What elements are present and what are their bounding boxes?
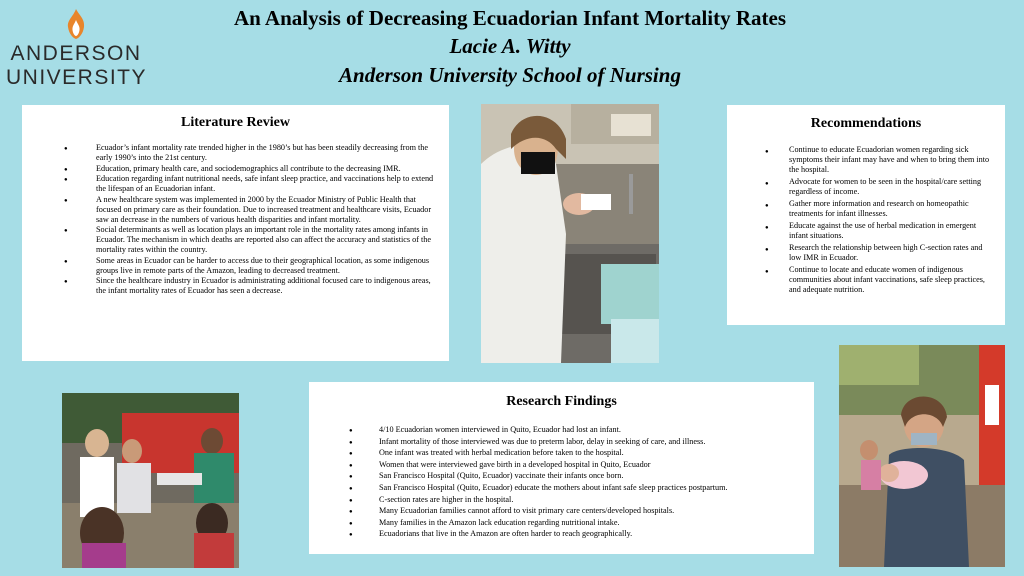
list-item: ● San Francisco Hospital (Quito, Ecuador) educate the mothers about infant safe sleep practices postpartum.: [379, 482, 802, 494]
list-item: ● Social determinants as well as location plays an important role in the mortality rates among infants in Ecuador. The mechanism in which deaths are reported also can affect the accuracy and statistics of the mortality rates within the country.: [96, 225, 435, 254]
research-findings-heading: Research Findings: [506, 394, 617, 409]
literature-review-panel: [22, 105, 449, 361]
list-item: ● Ecuador’s infant mortality rate trended higher in the 1980’s but has been steadily decreasing from the early 1990’s into the 21st century.: [96, 143, 435, 163]
logo-text-anderson: ANDERSON: [10, 42, 142, 65]
flame-icon: [64, 8, 88, 40]
school-name: Anderson University School of Nursing: [339, 63, 681, 87]
list-item: ● A new healthcare system was implemented in 2000 by the Ecuador Ministry of Public Health that focused on primary care as their foundation. Due to increased treatment and healthcare visits, Ecuador saw an decrease in the numbers of various health disparities and infant mortality.: [96, 195, 435, 224]
list-item: ● Many Ecuadorian families cannot afford to visit primary care centers/developed hospitals.: [379, 505, 802, 517]
list-item: ● Education, primary health care, and sociodemographics all contribute to the decreasing IMR.: [96, 164, 435, 174]
list-item: ● C-section rates are higher in the hospital.: [379, 494, 802, 506]
list-item: ● Research the relationship between high C-section rates and low IMR in Ecuador.: [789, 243, 993, 263]
recommendations-panel: [727, 105, 1005, 325]
list-item: ● San Francisco Hospital (Quito, Ecuador) vaccinate their infants once born.: [379, 470, 802, 482]
recommendations-heading: Recommendations: [810, 116, 922, 131]
research-findings-panel: [309, 382, 814, 554]
research-findings-list: [321, 424, 802, 540]
photo-nurse-bathing-infant: [481, 104, 659, 363]
list-item: ● Infant mortality of those interviewed was due to preterm labor, delay in seeking of care, and illness.: [379, 436, 802, 448]
list-item: ● Educate against the use of herbal medication in emergent infant situations.: [789, 221, 993, 241]
list-item: ● Advocate for women to be seen in the hospital/care setting regardless of income.: [789, 177, 993, 197]
list-item: ● Continue to locate and educate women of indigenous communities about infant vaccinations, safe sleep practices, and adequate nutrition.: [789, 265, 993, 296]
list-item: ● Many families in the Amazon lack education regarding nutritional intake.: [379, 517, 802, 529]
list-item: ● Since the healthcare industry in Ecuador is administrating additional focused care to indigenous areas, the infant mortality rates of Ecuador has seen a decrease.: [96, 276, 435, 296]
list-item: ● 4/10 Ecuadorian women interviewed in Quito, Ecuador had lost an infant.: [379, 424, 802, 436]
list-item: ● Continue to educate Ecuadorian women regarding sick symptoms their infant may have and when to bring them into the hospital.: [789, 145, 993, 176]
recommendations-list: [739, 145, 993, 295]
photo-outdoor-clinic: [62, 393, 239, 568]
photo-holding-infant: [839, 345, 1005, 567]
poster-header: [150, 4, 870, 90]
list-item: ● Education regarding infant nutritional needs, safe infant sleep practice, and vaccinations help to extend the lifespan of an Ecuadorian infant.: [96, 174, 435, 194]
literature-review-list: [36, 143, 435, 296]
list-item: ● Ecuadorians that live in the Amazon are often harder to reach geographically.: [379, 528, 802, 540]
poster-title: An Analysis of Decreasing Ecuadorian Infant Mortality Rates: [233, 6, 787, 30]
list-item: ● Gather more information and research on homeopathic treatments for infant illnesses.: [789, 199, 993, 219]
author-name: Lacie A. Witty: [449, 34, 571, 58]
list-item: ● Women that were interviewed gave birth in a developed hospital in Quito, Ecuador: [379, 459, 802, 471]
list-item: ● Some areas in Ecuador can be harder to access due to their geographical location, as some indigenous groups live in remote parts of the Amazon, leading to decreased treatment.: [96, 256, 435, 276]
literature-review-heading: Literature Review: [181, 115, 290, 130]
anderson-university-logo: [6, 6, 146, 90]
list-item: ● One infant was treated with herbal medication before taken to the hospital.: [379, 447, 802, 459]
logo-text-university: UNIVERSITY: [6, 66, 148, 89]
